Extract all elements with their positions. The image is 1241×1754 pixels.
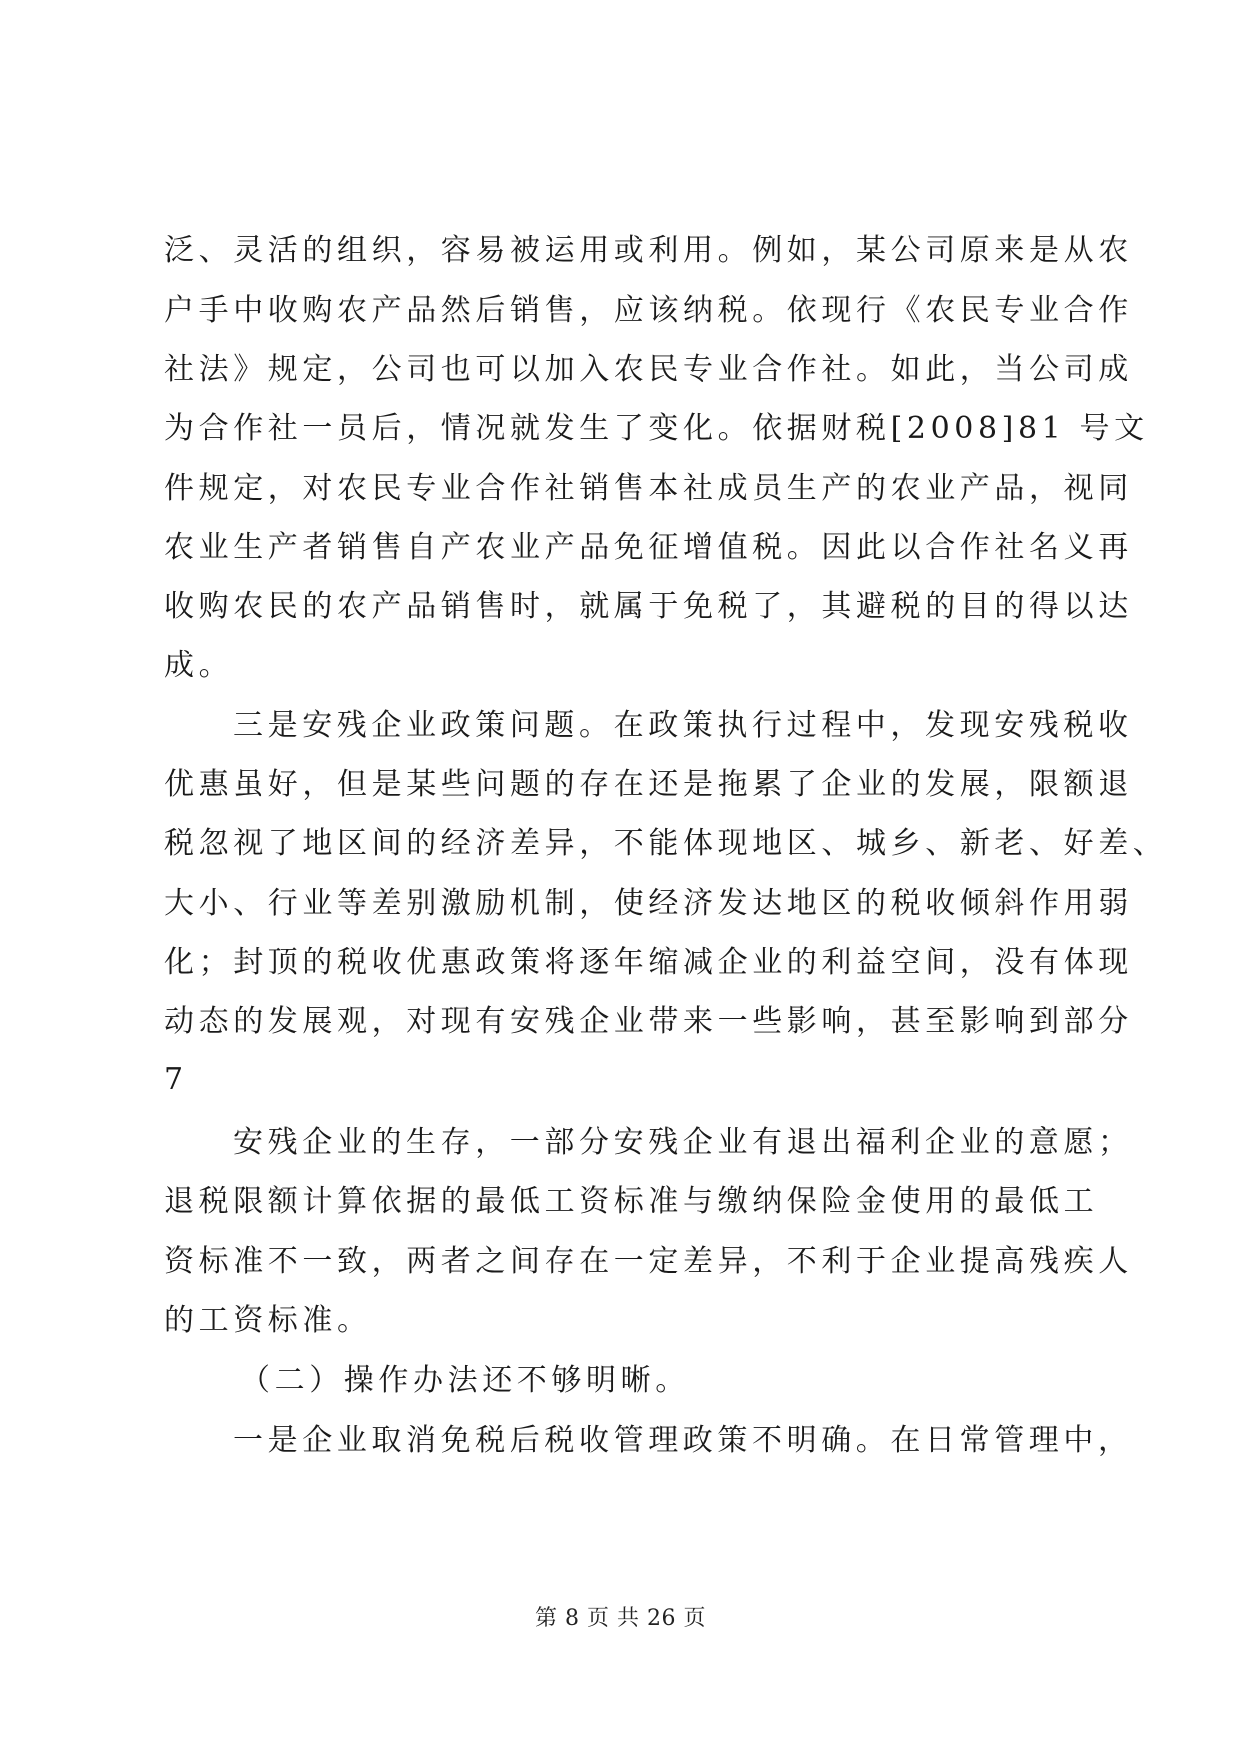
- body-line-12: 大小、行业等差别激励机制，使经济发达地区的税收倾斜作用弱: [164, 886, 1133, 921]
- body-line-5: 件规定，对农民专业合作社销售本社成员生产的农业产品，视同: [164, 471, 1133, 506]
- body-line-8: 成。: [164, 648, 234, 683]
- body-line-1: 泛、灵活的组织，容易被运用或利用。例如，某公司原来是从农: [164, 233, 1133, 268]
- body-line-18: 资标准不一致，两者之间存在一定差异，不利于企业提高残疾人: [164, 1244, 1133, 1279]
- inline-page-number: 7: [164, 1062, 188, 1097]
- section-heading: （二）操作办法还不够明晰。: [240, 1363, 690, 1398]
- page-footer: 第 8 页 共 26 页: [535, 1606, 706, 1631]
- body-line-16: 安残企业的生存，一部分安残企业有退出福利企业的意愿；: [233, 1125, 1133, 1160]
- body-line-11: 税忽视了地区间的经济差异，不能体现地区、城乡、新老、好差、: [164, 826, 1168, 861]
- paragraph-three-start: 三是安残企业政策问题。在政策执行过程中，发现安残税收: [233, 708, 1133, 743]
- body-line-4: 为合作社一员后，情况就发生了变化。依据财税[2008]81 号文: [164, 411, 1149, 446]
- body-line-19: 的工资标准。: [164, 1303, 372, 1338]
- paragraph-one-start: 一是企业取消免税后税收管理政策不明确。在日常管理中，: [233, 1423, 1133, 1458]
- body-line-10: 优惠虽好，但是某些问题的存在还是拖累了企业的发展，限额退: [164, 767, 1133, 802]
- body-line-14: 动态的发展观，对现有安残企业带来一些影响，甚至影响到部分: [164, 1004, 1133, 1039]
- body-line-6: 农业生产者销售自产农业产品免征增值税。因此以合作社名义再: [164, 530, 1133, 565]
- body-line-17: 退税限额计算依据的最低工资标准与缴纳保险金使用的最低工: [164, 1184, 1099, 1219]
- body-line-3: 社法》规定，公司也可以加入农民专业合作社。如此，当公司成: [164, 352, 1133, 387]
- body-line-7: 收购农民的农产品销售时，就属于免税了，其避税的目的得以达: [164, 589, 1133, 624]
- body-line-2: 户手中收购农产品然后销售，应该纳税。依现行《农民专业合作: [164, 293, 1133, 328]
- body-line-13: 化；封顶的税收优惠政策将逐年缩减企业的利益空间，没有体现: [164, 945, 1133, 980]
